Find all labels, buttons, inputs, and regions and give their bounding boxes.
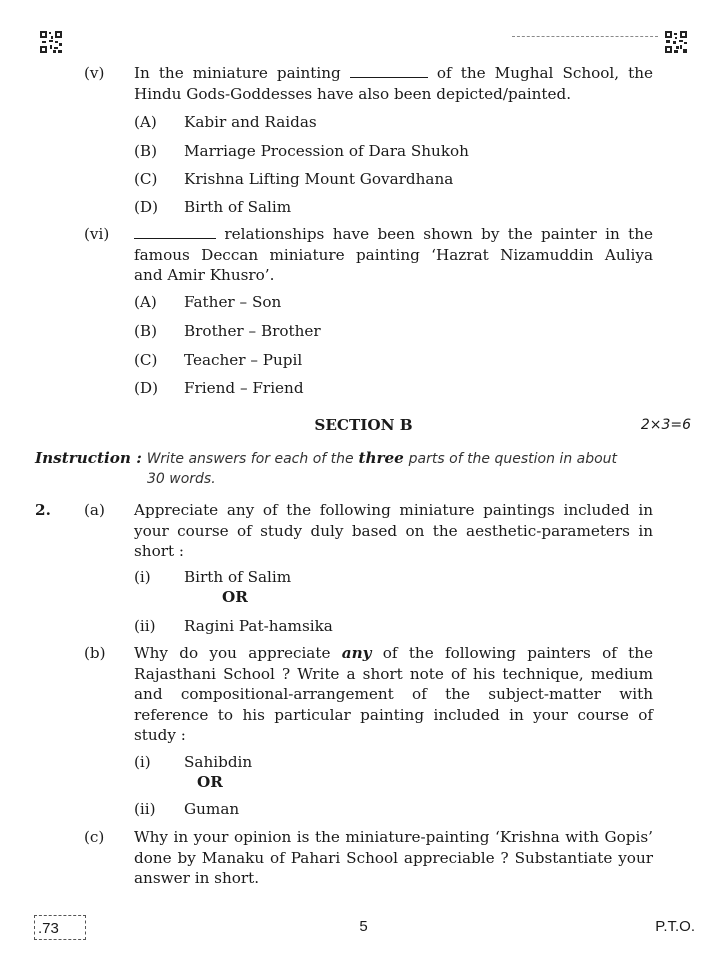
option-label: (B) xyxy=(134,322,158,340)
stem-text: reference to his particular painting included in your course of xyxy=(134,705,653,724)
stem-text: study : xyxy=(134,726,186,744)
option-label: (i) xyxy=(134,568,151,586)
option-text: Brother – Brother xyxy=(184,322,321,340)
subpart-label: (b) xyxy=(84,644,106,662)
fill-in-blank xyxy=(350,65,428,78)
instruction xyxy=(35,449,691,489)
question-stem xyxy=(134,500,653,562)
option-text: Krishna Lifting Mount Govardhana xyxy=(184,170,454,188)
stem-text: short : xyxy=(134,542,185,560)
stem-text: Why in your opinion is the miniature-painting ‘Krishna with Gopis’ xyxy=(134,828,653,846)
question-stem xyxy=(134,63,653,104)
qr-code-icon xyxy=(40,31,62,53)
stem-text: answer in short. xyxy=(134,869,260,887)
stem-text: your course of study duly based on the aesthetic-parameters in xyxy=(134,521,653,540)
instruction-emphasis: three xyxy=(358,449,404,467)
option-label: (i) xyxy=(134,753,151,771)
instruction-text: Write answers for each of the xyxy=(146,451,354,467)
page-number: 5 xyxy=(359,918,368,935)
stem-text: relationships have been shown by the painter in the xyxy=(224,225,654,243)
instruction-text: parts of the question in about xyxy=(408,451,618,467)
option-text: Sahibdin xyxy=(184,753,253,771)
stem-emphasis: any xyxy=(341,644,372,662)
question-stem xyxy=(134,224,653,286)
pto-label: P.T.O. xyxy=(655,918,695,935)
option-label: (ii) xyxy=(134,800,156,818)
instruction-label: Instruction : xyxy=(35,449,142,467)
instruction-text: 30 words. xyxy=(147,471,216,487)
stem-text: of the Mughal School, the xyxy=(436,64,654,82)
stem-text: and Amir Khusro’. xyxy=(134,266,275,284)
option-label: (D) xyxy=(134,379,159,397)
option-text: Father – Son xyxy=(184,293,282,311)
or-separator: OR xyxy=(197,773,223,791)
option-text: Birth of Salim xyxy=(184,568,292,586)
stem-text: Hindu Gods-Goddesses have also been depicted/painted. xyxy=(134,84,572,103)
section-marks: 2×3=6 xyxy=(640,417,691,433)
stem-text: of the following painters of the xyxy=(382,644,654,662)
question-stem xyxy=(134,643,653,746)
option-text: Teacher – Pupil xyxy=(184,351,303,369)
option-label: (A) xyxy=(134,113,157,131)
qr-code-icon xyxy=(665,31,687,53)
option-label: (C) xyxy=(134,170,158,188)
option-label: (ii) xyxy=(134,617,156,635)
option-text: Ragini Pat-hamsika xyxy=(184,617,333,635)
question-number: 2. xyxy=(35,501,51,519)
paper-code-box: .73 xyxy=(34,915,86,940)
stem-text: Appreciate any of the following miniature paintings included in xyxy=(134,501,653,519)
stem-text: famous Deccan miniature painting ‘Hazrat Nizamuddin Auliya xyxy=(134,245,653,264)
header-dashed-line xyxy=(512,36,658,37)
stem-text: Why do you appreciate xyxy=(134,644,331,662)
or-separator: OR xyxy=(222,588,248,606)
stem-text: done by Manaku of Pahari School appreciable ? Substantiate your xyxy=(134,848,653,867)
question-number: (v) xyxy=(84,64,105,82)
option-text: Marriage Procession of Dara Shukoh xyxy=(184,142,469,160)
option-label: (C) xyxy=(134,351,158,369)
option-label: (D) xyxy=(134,198,159,216)
question-stem xyxy=(134,827,653,889)
subpart-label: (c) xyxy=(84,828,105,846)
stem-text: and compositional-arrangement of the subject-matter with xyxy=(134,685,653,703)
option-text: Guman xyxy=(184,800,240,818)
subpart-label: (a) xyxy=(84,501,105,519)
stem-text: Rajasthani School ? Write a short note of his technique, medium xyxy=(134,664,653,683)
option-text: Friend – Friend xyxy=(184,379,304,397)
stem-text: In the miniature painting xyxy=(134,64,341,82)
question-number: (vi) xyxy=(84,225,110,243)
fill-in-blank xyxy=(134,226,216,239)
option-text: Birth of Salim xyxy=(184,198,292,216)
option-label: (B) xyxy=(134,142,158,160)
option-text: Kabir and Raidas xyxy=(184,113,317,131)
option-label: (A) xyxy=(134,293,157,311)
section-title: SECTION B xyxy=(314,416,413,434)
